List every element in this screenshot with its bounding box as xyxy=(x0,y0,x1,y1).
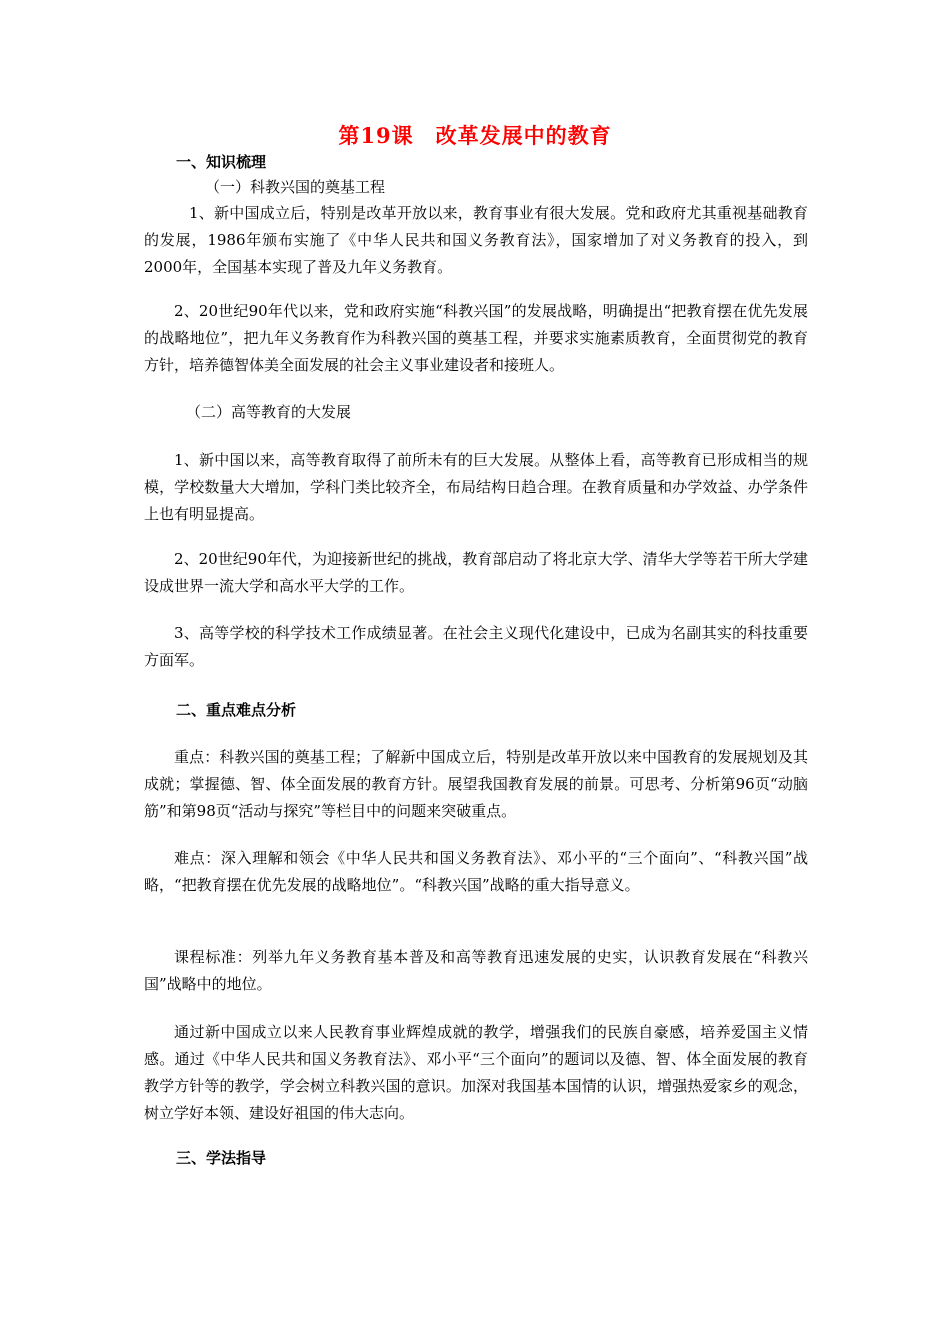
subheading-foundation-project: （一）科教兴国的奠基工程 xyxy=(205,178,386,196)
paragraph-basic-education: 1、新中国成立后，特别是改革开放以来，教育事业有很大发展。党和政府尤其重视基础教育的发展，1986年颁布实施了《中华人民共和国义务教育法》，国家增加了对义务教育的投入，到2000年，全国基本实现了普及九年义务教育。 xyxy=(144,204,808,276)
paragraph-key-points: 重点：科教兴国的奠基工程；了解新中国成立后，特别是改革开放以来中国教育的发展规划及其成就；掌握德、智、体全面发展的教育方针。展望我国教育发展的前景。可思考、分析第96页“动脑筋”和第98页“活动与探究”等栏目中的问题来突破重点。 xyxy=(144,748,808,820)
lesson-title: 第19课 改革发展中的教育 xyxy=(338,123,612,148)
paragraph-teaching-goals: 通过新中国成立以来人民教育事业辉煌成就的教学，增强我们的民族自豪感，培养爱国主义情感。通过《中华人民共和国义务教育法》、邓小平“三个面向”的题词以及德、智、体全面发展的教育教学方针等的教学，学会树立科教兴国的意识。加深对我国基本国情的认识，增强热爱家乡的观念，树立学好本领、建设好祖国的伟大志向。 xyxy=(144,1023,808,1122)
paragraph-world-class-universities: 2、20世纪90年代，为迎接新世纪的挑战，教育部启动了将北京大学、清华大学等若干所大学建设成世界一流大学和高水平大学的工作。 xyxy=(144,550,808,595)
paragraph-science-education-strategy: 2、20世纪90年代以来，党和政府实施“科教兴国”的发展战略，明确提出“把教育摆在优先发展的战略地位”，把九年义务教育作为科教兴国的奠基工程，并要求实施素质教育，全面贯彻党的教育方针，培养德智体美全面发展的社会主义事业建设者和接班人。 xyxy=(144,302,808,374)
subheading-higher-education: （二）高等教育的大发展 xyxy=(186,403,352,421)
paragraph-difficult-points: 难点：深入理解和领会《中华人民共和国义务教育法》、邓小平的“三个面向”、“科教兴国”战略，“把教育摆在优先发展的战略地位”。“科教兴国”战略的重大指导意义。 xyxy=(144,849,808,894)
paragraph-higher-education-growth: 1、新中国以来，高等教育取得了前所未有的巨大发展。从整体上看，高等教育已形成相当的规模，学校数量大大增加，学科门类比较齐全，布局结构日趋合理。在教育质量和办学效益、办学条件上也有明显提高。 xyxy=(144,451,808,523)
paragraph-curriculum-standard: 课程标准：列举九年义务教育基本普及和高等教育迅速发展的史实，认识教育发展在“科教兴国”战略中的地位。 xyxy=(144,948,808,993)
section-heading-knowledge: 一、知识梳理 xyxy=(176,153,267,171)
paragraph-university-research: 3、高等学校的科学技术工作成绩显著。在社会主义现代化建设中，已成为名副其实的科技重要方面军。 xyxy=(144,624,808,669)
section-heading-key-points: 二、重点难点分析 xyxy=(176,701,297,719)
section-heading-study-methods: 三、学法指导 xyxy=(176,1149,267,1167)
